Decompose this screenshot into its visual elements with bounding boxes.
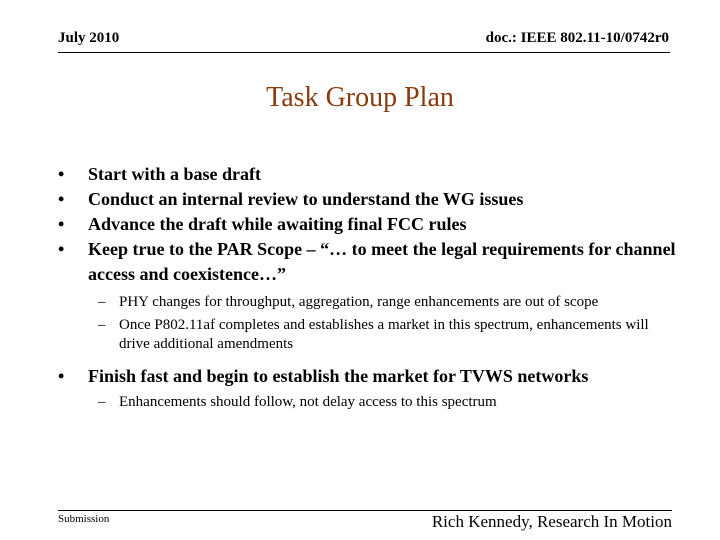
- bullet-text: Conduct an internal review to understand the WG issues: [88, 189, 524, 209]
- footer-author: Rich Kennedy, Research In Motion: [431, 512, 672, 531]
- bullet-item: [58, 212, 680, 237]
- bullet-item: [58, 237, 680, 287]
- slide-title: Task Group Plan: [266, 82, 454, 113]
- bullet-text: Advance the draft while awaiting final FCC rules: [88, 214, 467, 234]
- sub-bullet-item: [58, 293, 680, 312]
- sub-bullet-group: [58, 393, 680, 412]
- sub-bullet-group: [58, 293, 680, 354]
- bullet-dot-icon: •: [58, 366, 65, 386]
- sub-bullet-text: PHY changes for throughput, aggregation, range enhancements are out of scope: [119, 294, 599, 310]
- sub-bullet-item: [58, 393, 680, 412]
- sub-bullet-dash-icon: –: [98, 394, 106, 410]
- bullet-list: [58, 162, 680, 412]
- header-divider: [58, 52, 670, 53]
- header-date: July 2010: [58, 30, 120, 46]
- bullet-text: Keep true to the PAR Scope – “… to meet the legal requirements for channel access and coexistence…”: [88, 239, 676, 284]
- bullet-item: [58, 187, 680, 212]
- bullet-text: Start with a base draft: [88, 164, 261, 184]
- sub-bullet-dash-icon: –: [98, 317, 106, 333]
- footer-divider: [58, 510, 672, 511]
- sub-bullet-dash-icon: –: [98, 294, 106, 310]
- bullet-dot-icon: •: [58, 214, 65, 234]
- header-doc-id: doc.: IEEE 802.11-10/0742r0: [485, 30, 669, 46]
- sub-bullet-text: Once P802.11af completes and establishes a market in this spectrum, enhancements will drive additional amendments: [119, 317, 649, 352]
- footer-submission: Submission: [58, 513, 110, 525]
- bullet-dot-icon: •: [58, 239, 65, 259]
- bullet-item: [58, 364, 680, 389]
- sub-bullet-item: [58, 316, 680, 354]
- bullet-dot-icon: •: [58, 164, 65, 184]
- bullet-dot-icon: •: [58, 189, 65, 209]
- bullet-item: [58, 162, 680, 187]
- bullet-text: Finish fast and begin to establish the market for TVWS networks: [88, 366, 589, 386]
- sub-bullet-text: Enhancements should follow, not delay access to this spectrum: [119, 394, 497, 410]
